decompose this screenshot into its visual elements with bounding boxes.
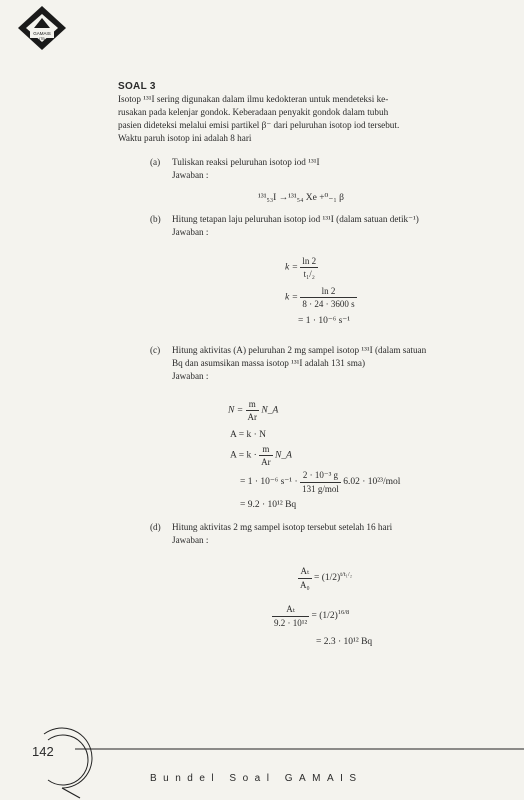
- part-c-question-line1: Hitung aktivitas (A) peluruhan 2 mg sampel isotop ¹³¹I (dalam satuan: [172, 345, 427, 355]
- eq-tail: N_A: [261, 405, 279, 416]
- eq-base: (1/2): [321, 573, 341, 584]
- footer-book-title: Bundel Soal GAMAIS: [150, 773, 363, 784]
- frac-denominator: 8 · 24 · 3600 s: [302, 299, 355, 309]
- eq-a-expanded: [230, 444, 292, 467]
- decay-reaction: ¹³¹₅₃I →¹³¹₅₄ Xe +⁰₋₁ β: [258, 193, 344, 203]
- eq-a-substituted: [240, 470, 400, 494]
- eq-mid: =: [311, 611, 317, 622]
- part-d: [150, 521, 510, 547]
- eq-a-kn: A = k · N: [230, 430, 266, 440]
- eq-decay-law: [298, 566, 352, 590]
- eq-exponent: t/t₁/₂: [340, 571, 352, 579]
- frac-denominator: t₁/₂: [303, 269, 315, 279]
- part-b-question: Hitung tetapan laju peluruhan isotop iod ¹³¹I (dalam satuan detik⁻¹): [172, 214, 419, 224]
- frac-numerator: 2 · 10⁻³ g: [300, 470, 341, 483]
- intro-line: Isotop ¹³¹I sering digunakan dalam ilmu kedokteran untuk mendeteksi ke-: [118, 94, 389, 104]
- part-a-question: Tuliskan reaksi peluruhan isotop iod ¹³¹I: [172, 157, 320, 167]
- logo-subtext: ITB: [39, 37, 45, 41]
- eq-base: (1/2): [319, 611, 338, 622]
- gamais-logo: [16, 4, 68, 52]
- eq-lhs: N =: [228, 405, 244, 416]
- part-c-question-line2: Bq dan asumsikan massa isotop ¹³¹I adalah 131 sma): [172, 358, 366, 368]
- part-c-label: (c): [150, 345, 161, 355]
- part-d-question: Hitung aktivitas 2 mg sampel isotop tersebut setelah 16 hari: [172, 522, 393, 532]
- part-b-answer-label: Jawaban :: [172, 227, 209, 237]
- frac-numerator: ln 2: [302, 256, 317, 266]
- part-b-label: (b): [150, 214, 161, 224]
- frac-numerator: m: [246, 399, 260, 411]
- frac-denominator: A₀: [300, 580, 310, 590]
- part-d-answer-label: Jawaban :: [172, 535, 209, 545]
- footer-decoration: [0, 720, 524, 800]
- part-a-label: (a): [150, 157, 161, 167]
- eq-k-definition: [285, 256, 318, 279]
- eq-exponent: 16/8: [337, 609, 350, 617]
- eq-decay-substituted: [272, 604, 349, 628]
- part-c: [150, 344, 520, 383]
- frac-denominator: Ar: [261, 457, 271, 467]
- eq-tail: 6.02 · 10²³/mol: [343, 477, 401, 488]
- part-a: [150, 156, 510, 182]
- eq-decay-result: = 2.3 · 10¹² Bq: [316, 637, 373, 647]
- eq-mid: =: [314, 573, 320, 584]
- intro-line: Waktu paruh isotop ini adalah 8 hari: [118, 133, 252, 143]
- part-c-answer-label: Jawaban :: [172, 371, 209, 381]
- soal-intro: [118, 80, 510, 145]
- frac-numerator: Aₜ: [272, 604, 309, 617]
- eq-n: [228, 399, 278, 422]
- logo-text: GAMAIS: [33, 31, 51, 36]
- frac-numerator: m: [259, 444, 273, 456]
- eq-a-result: = 9.2 · 10¹² Bq: [240, 500, 297, 510]
- eq-lhs: k =: [285, 262, 299, 273]
- soal-title: SOAL 3: [118, 81, 156, 92]
- frac-numerator: ln 2: [300, 286, 356, 298]
- part-a-answer-label: Jawaban :: [172, 170, 209, 180]
- part-d-label: (d): [150, 522, 161, 532]
- eq-k-substituted: [285, 286, 357, 309]
- frac-denominator: 131 g/mol: [302, 484, 339, 494]
- part-b: [150, 213, 520, 239]
- eq-tail: N_A: [274, 450, 292, 461]
- intro-line: rusakan pada kelenjar gondok. Keberadaan penyakit gondok dalam tubuh: [118, 107, 389, 117]
- eq-k-result: = 1 · 10⁻⁶ s⁻¹: [298, 316, 351, 326]
- eq-lhs: = 1 · 10⁻⁶ s⁻¹ ·: [240, 477, 298, 488]
- frac-denominator: 9.2 · 10¹²: [274, 618, 308, 628]
- page-number: 142: [32, 744, 54, 759]
- eq-lhs: A = k ·: [230, 450, 257, 461]
- frac-denominator: Ar: [247, 412, 257, 422]
- eq-lhs: k =: [285, 292, 299, 303]
- intro-line: pasien dideteksi melalui emisi partikel β⁻ dari peluruhan isotop iod tersebut.: [118, 120, 400, 130]
- frac-numerator: Aₜ: [298, 566, 312, 579]
